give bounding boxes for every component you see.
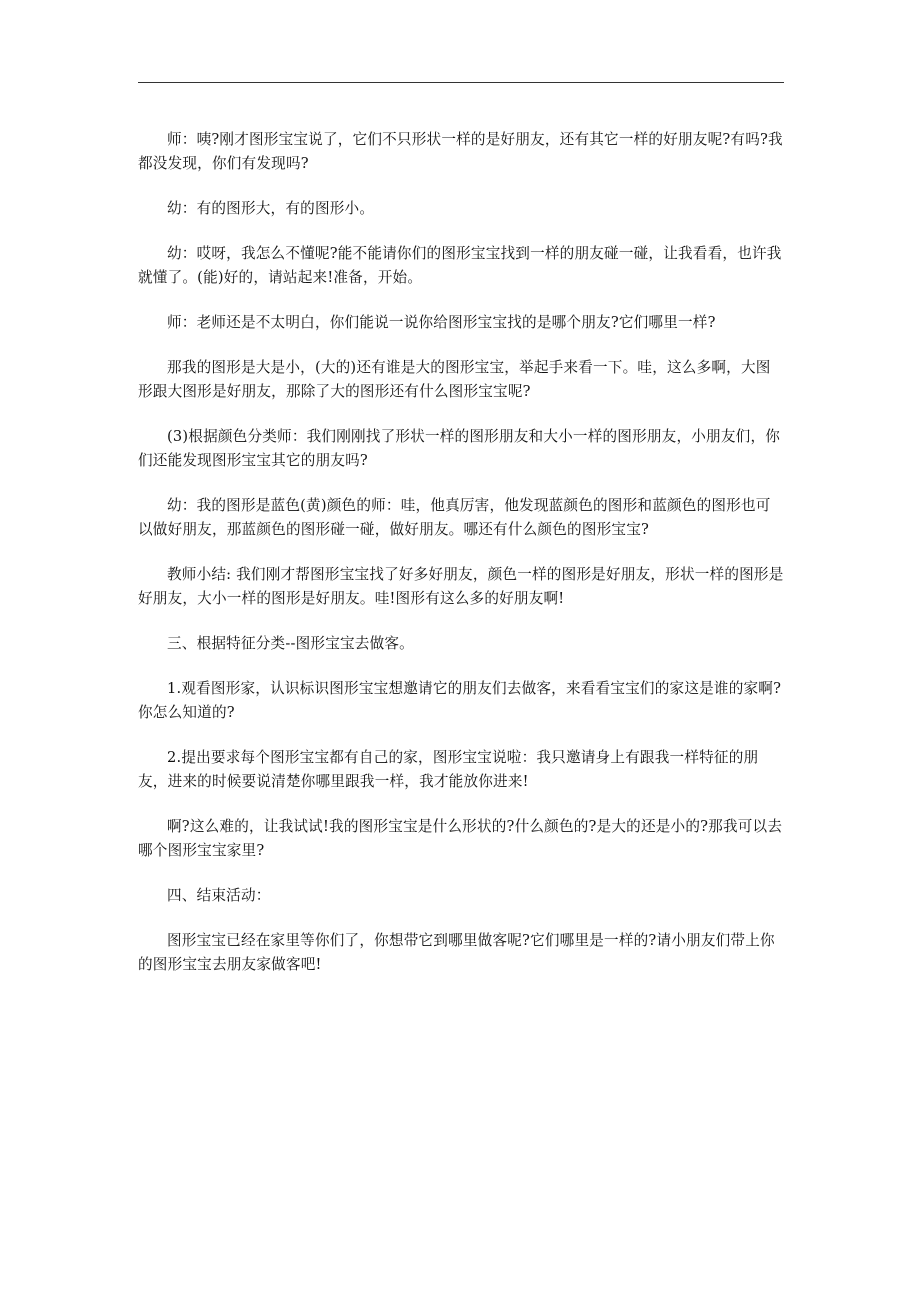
- paragraph-11: 2.提出要求每个图形宝宝都有自己的家，图形宝宝说啦：我只邀请身上有跟我一样特征的朋友，进来的时候要说清楚你哪里跟我一样，我才能放你进来!: [138, 749, 759, 790]
- paragraph-4: 师：老师还是不太明白，你们能说一说你给图形宝宝找的是哪个朋友?它们哪里一样?: [167, 314, 716, 331]
- paragraph-2: 幼：有的图形大，有的图形小。: [167, 200, 375, 217]
- paragraph-3: 幼：哎呀，我怎么不懂呢?能不能请你们的图形宝宝找到一样的朋友碰一碰，让我看看，也许我就懂了。(能)好的，请站起来!准备，开始。: [138, 245, 782, 286]
- paragraph-7: 幼：我的图形是蓝色(黄)颜色的师：哇，他真厉害，他发现蓝颜色的图形和蓝颜色的图形也可以做好朋友，那蓝颜色的图形碰一碰，做好朋友。哪还有什么颜色的图形宝宝?: [138, 497, 771, 538]
- document-body: [138, 128, 784, 998]
- header-rule: [138, 82, 784, 83]
- paragraph-10: 1.观看图形家，认识标识图形宝宝想邀请它的朋友们去做客，来看看宝宝们的家这是谁的家啊?你怎么知道的?: [138, 680, 782, 721]
- paragraph-6: (3)根据颜色分类师：我们刚刚找了形状一样的图形朋友和大小一样的图形朋友，小朋友们，你们还能发现图形宝宝其它的朋友吗?: [138, 428, 781, 469]
- section-heading-3: 三、根据特征分类--图形宝宝去做客。: [167, 635, 414, 652]
- paragraph-12: 啊?这么难的，让我试试!我的图形宝宝是什么形状的?什么颜色的?是大的还是小的?那我可以去哪个图形宝宝家里?: [138, 818, 783, 859]
- section-heading-4: 四、结束活动：: [167, 887, 271, 904]
- paragraph-1: 师：咦?刚才图形宝宝说了，它们不只形状一样的是好朋友，还有其它一样的好朋友呢?有吗?我都没发现，你们有发现吗?: [138, 131, 783, 172]
- paragraph-5: 那我的图形是大是小，(大的)还有谁是大的图形宝宝，举起手来看一下。哇，这么多啊，大图形跟大图形是好朋友，那除了大的图形还有什么图形宝宝呢?: [138, 359, 771, 400]
- paragraph-8: 教师小结: 我们刚才帮图形宝宝找了好多好朋友，颜色一样的图形是好朋友，形状一样的图形是好朋友，大小一样的图形是好朋友。哇!图形有这么多的好朋友啊!: [138, 566, 784, 607]
- paragraph-14: 图形宝宝已经在家里等你们了，你想带它到哪里做客呢?它们哪里是一样的?请小朋友们带上你的图形宝宝去朋友家做客吧!: [138, 932, 775, 973]
